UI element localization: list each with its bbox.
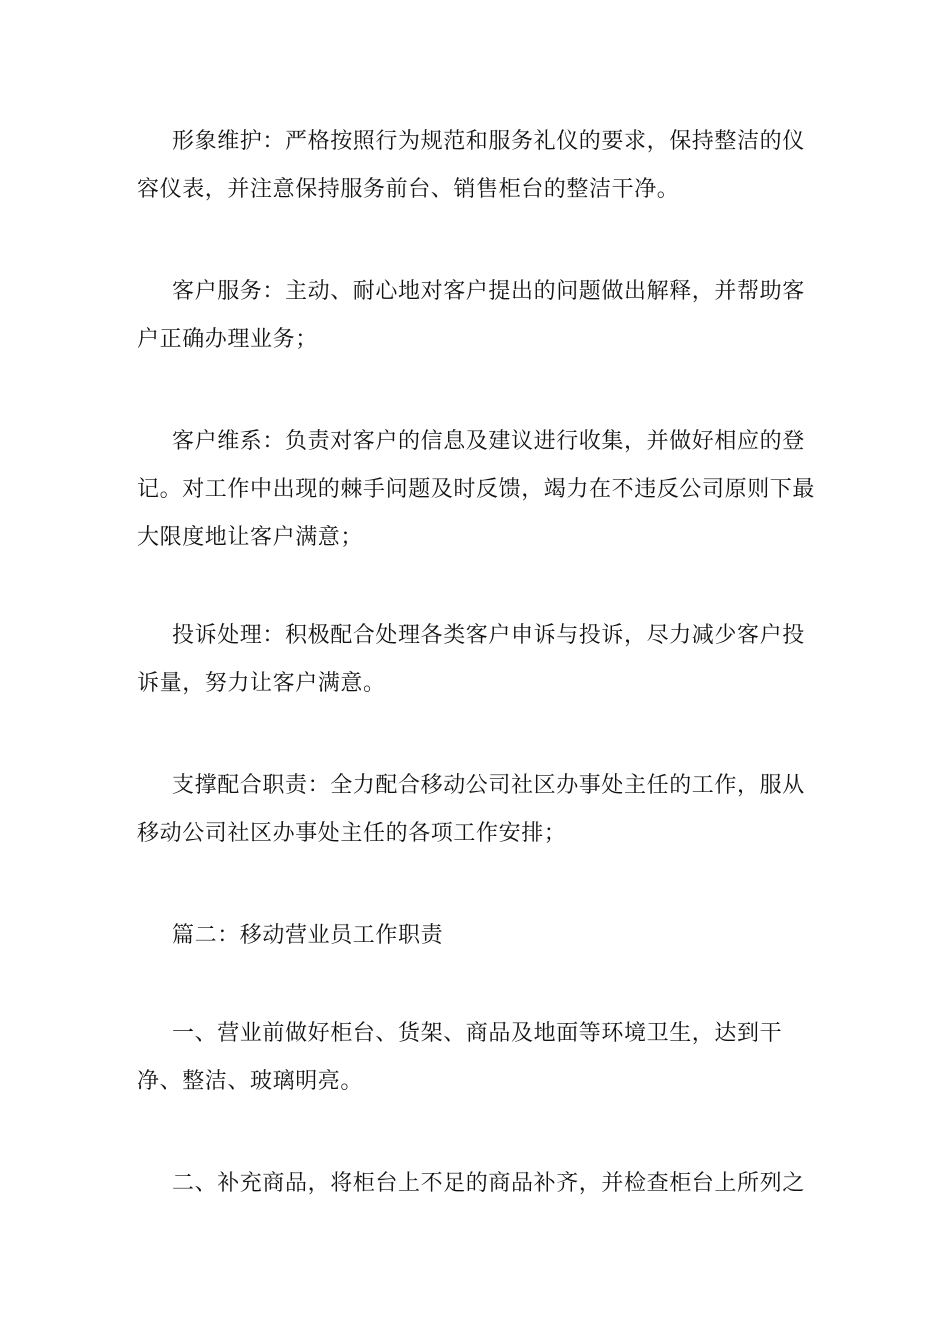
paragraph-customer-retention: 客户维系：负责对客户的信息及建议进行收集，并做好相应的登记。对工作中出现的棘手问题及时反馈，竭力在不违反公司原则下最大限度地让客户满意； [137, 429, 816, 550]
paragraph-item-two: 二、补充商品，将柜台上不足的商品补齐，并检查柜台上所列之 [172, 1171, 805, 1196]
paragraph-complaint-handling: 投诉处理：积极配合处理各类客户申诉与投诉，尽力减少客户投诉量，努力让客户满意。 [137, 623, 805, 696]
paragraph-support-duties: 支撑配合职责：全力配合移动公司社区办事处主任的工作，服从移动公司社区办事处主任的各项工作安排； [137, 773, 805, 846]
section-heading: 篇二：移动营业员工作职责 [172, 923, 444, 948]
paragraph-image-maintenance: 形象维护：严格按照行为规范和服务礼仪的要求，保持整洁的仪容仪表，并注意保持服务前台、销售柜台的整洁干净。 [137, 129, 805, 202]
paragraph-item-one: 一、营业前做好柜台、货架、商品及地面等环境卫生，达到干净、整洁、玻璃明亮。 [137, 1021, 783, 1094]
paragraph-customer-service: 客户服务：主动、耐心地对客户提出的问题做出解释，并帮助客户正确办理业务； [137, 279, 805, 352]
